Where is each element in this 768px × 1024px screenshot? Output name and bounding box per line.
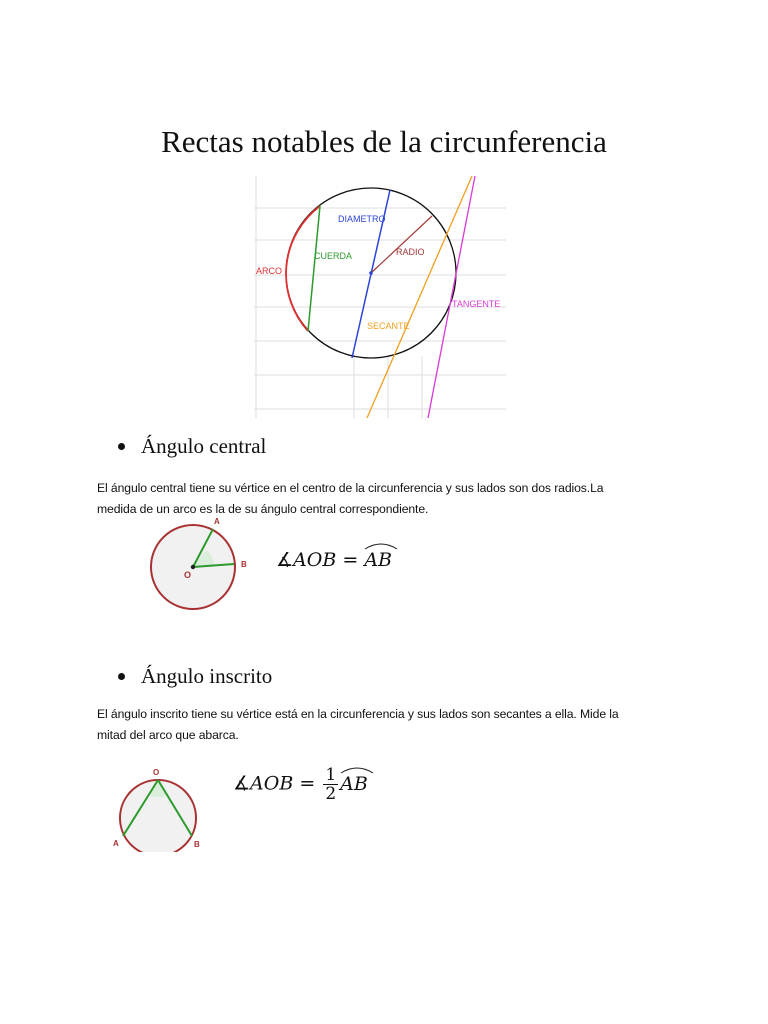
label-o: O	[153, 768, 160, 777]
formula-lhs: AOB	[250, 772, 294, 795]
circle-lines-diagram	[254, 176, 506, 418]
arc-mark-icon	[364, 542, 398, 550]
paragraph-inscrito	[97, 704, 657, 746]
paragraph-line: El ángulo inscrito tiene su vértice está en la circunferencia y sus lados son secantes a ella. Mide la	[97, 707, 619, 721]
paragraph-central	[97, 478, 657, 520]
paragraph-line: El ángulo central tiene su vértice en el centro de la circunferencia y sus lados son dos radios.La	[97, 481, 604, 495]
label-tangente: TANGENTE	[452, 299, 501, 309]
heading-text: Ángulo inscrito	[141, 664, 273, 688]
angle-symbol: ∡	[276, 549, 294, 571]
arco-arc	[286, 206, 320, 331]
label-arco: ARCO	[256, 266, 283, 276]
fraction-denominator: 2	[325, 784, 337, 804]
central-angle-figure	[140, 516, 252, 616]
radio-line	[371, 216, 432, 273]
equals-sign: =	[299, 772, 316, 795]
label-o: O	[184, 570, 192, 580]
bullet-icon	[118, 443, 125, 450]
label-diametro: DIAMETRO	[338, 214, 386, 224]
arc-letters: AB	[340, 772, 368, 795]
angle-symbol: ∡	[233, 772, 251, 795]
inscribed-angle-figure	[108, 764, 212, 852]
formula-inscrito	[233, 766, 368, 803]
center-point	[369, 271, 373, 275]
secante-line	[367, 176, 472, 418]
label-a: A	[214, 517, 220, 526]
label-cuerda: CUERDA	[314, 251, 353, 261]
fraction	[323, 766, 338, 803]
label-radio: RADIO	[396, 247, 425, 257]
equals-sign: =	[342, 549, 359, 571]
label-secante: SECANTE	[367, 321, 410, 331]
paragraph-line: medida de un arco es la de su ángulo central correspondiente.	[97, 502, 429, 516]
label-a: A	[113, 839, 119, 848]
formula-lhs: AOB	[293, 549, 337, 571]
tangente-line	[428, 176, 475, 418]
label-b: B	[241, 560, 247, 569]
label-b: B	[194, 840, 200, 849]
bullet-icon	[118, 673, 125, 680]
page-title: Rectas notables de la circunferencia	[161, 124, 607, 159]
arc-mark-icon	[340, 766, 374, 774]
arc-notation	[364, 549, 392, 571]
paragraph-line: mitad del arco que abarca.	[97, 728, 239, 742]
arc-letters: AB	[364, 549, 393, 571]
heading-text: Ángulo central	[141, 434, 267, 458]
arc-notation	[340, 773, 368, 795]
heading-angulo-inscrito	[118, 664, 272, 689]
cuerda-line	[308, 206, 320, 331]
heading-angulo-central	[118, 434, 266, 459]
formula-central	[276, 549, 392, 571]
fraction-numerator: 1	[325, 765, 337, 785]
